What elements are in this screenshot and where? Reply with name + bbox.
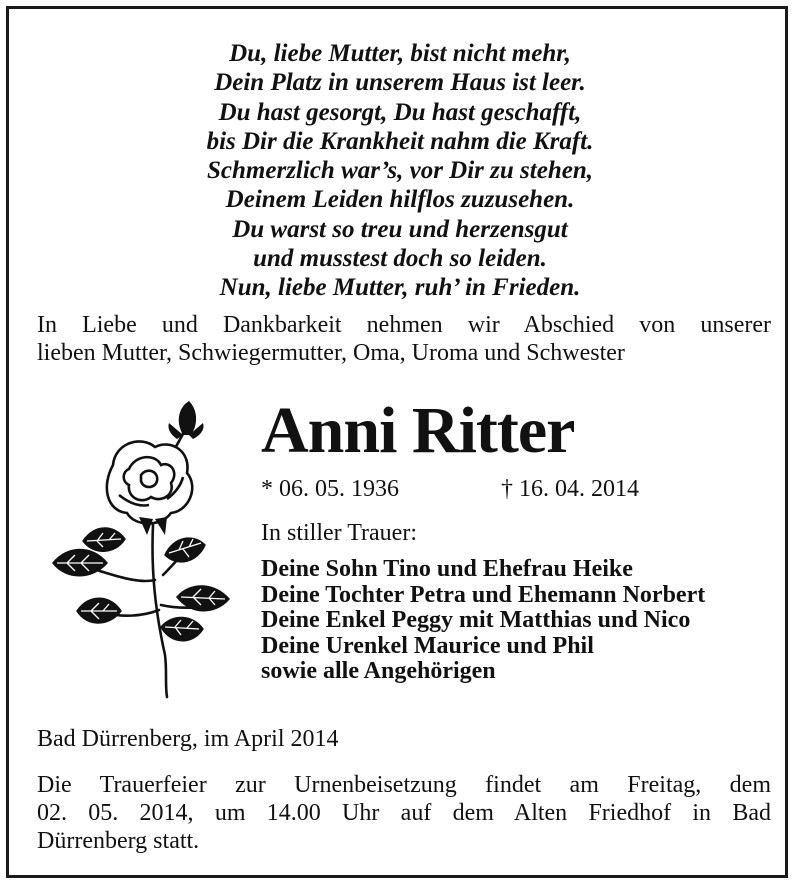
mourner-line: Deine Enkel Peggy mit Matthias und Nico <box>261 607 691 633</box>
death-date: † 16. 04. 2014 <box>501 476 639 502</box>
mourner-line: sowie alle Angehörigen <box>261 658 496 684</box>
poem-line: Du warst so treu und herzensgut <box>232 215 568 243</box>
deceased-name: Anni Ritter <box>261 394 575 467</box>
obituary-frame <box>6 6 788 878</box>
poem-line: Du hast gesorgt, Du hast geschafft, <box>218 98 582 126</box>
poem <box>9 39 791 303</box>
ceremony-line: 02. 05. 2014, um 14.00 Uhr auf dem Alten Friedhof in Bad <box>37 800 771 826</box>
poem-line: Schmerzlich war’s, vor Dir zu stehen, <box>207 157 593 185</box>
intro-line: lieben Mutter, Schwiegermutter, Oma, Uroma und Schwester <box>37 340 625 366</box>
poem-line: Nun, liebe Mutter, ruh’ in Frieden. <box>219 274 581 302</box>
rose-illustration <box>43 395 233 700</box>
ceremony-line: Dürrenberg statt. <box>37 828 200 854</box>
ceremony-line: Die Trauerfeier zur Urnenbeisetzung findet am Freitag, dem <box>37 772 771 798</box>
poem-line: bis Dir die Krankheit nahm die Kraft. <box>206 127 594 155</box>
intro-line: In Liebe und Dankbarkeit nehmen wir Abschied von unserer <box>37 312 771 338</box>
mourning-label: In stiller Trauer: <box>261 520 417 546</box>
mourners-list <box>261 557 705 685</box>
birth-date: * 06. 05. 1936 <box>261 476 399 502</box>
poem-line: Deinem Leiden hilflos zuzusehen. <box>225 186 575 214</box>
life-dates <box>261 475 639 503</box>
poem-line: und musstest doch so leiden. <box>253 245 547 273</box>
mourner-line: Deine Tochter Petra und Ehemann Norbert <box>261 581 706 608</box>
mourner-line: Deine Urenkel Maurice und Phil <box>261 632 594 659</box>
poem-line: Du, liebe Mutter, bist nicht mehr, <box>229 40 571 67</box>
poem-line: Dein Platz in unserem Haus ist leer. <box>214 69 586 97</box>
place-date: Bad Dürrenberg, im April 2014 <box>37 726 339 752</box>
farewell-intro <box>37 311 771 367</box>
ceremony-notice <box>37 771 771 855</box>
mourner-line: Deine Sohn Tino und Ehefrau Heike <box>261 556 633 582</box>
